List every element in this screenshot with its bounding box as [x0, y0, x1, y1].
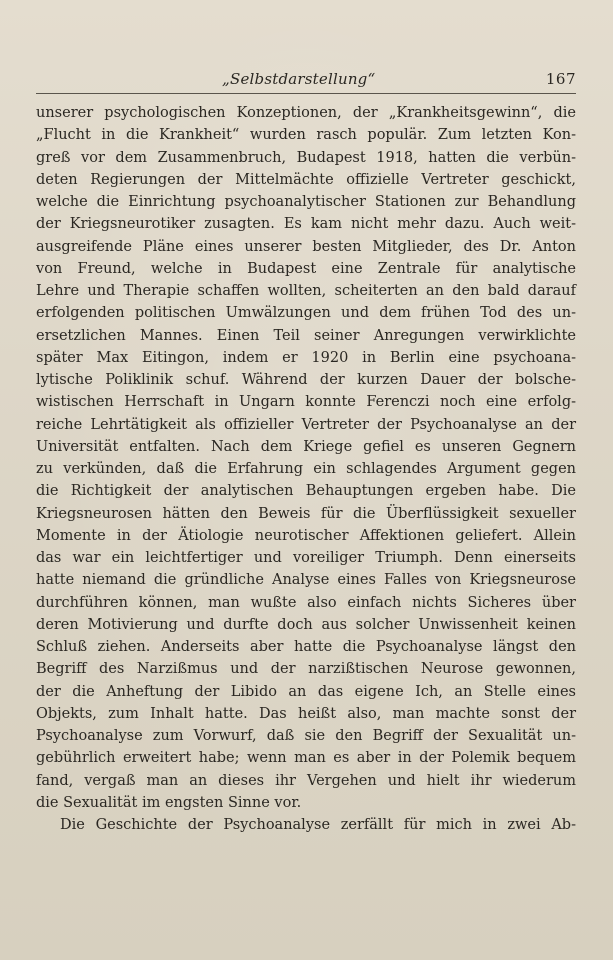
- text-line: gebührlich erweitert habe; wenn man es aber in der Polemik bequem: [36, 750, 576, 767]
- text-line: der Kriegsneurotiker zusagten. Es kam nicht mehr dazu. Auch weit-: [36, 216, 576, 233]
- text-line: wistischen Herrschaft in Ungarn konnte Ferenczi noch eine erfolg-: [36, 394, 576, 411]
- text-line: durchführen können, man wußte also einfach nichts Sicheres über: [36, 594, 576, 611]
- text-line: reiche Lehrtätigkeit als offizieller Vertreter der Psychoanalyse an der: [36, 416, 576, 433]
- text-line: ersetzlichen Mannes. Einen Teil seiner Anregungen verwirklichte: [36, 327, 576, 344]
- text-line: erfolgenden politischen Umwälzungen und dem frühen Tod des un-: [36, 305, 576, 322]
- text-line: Momente in der Ätiologie neurotischer Affektionen geliefert. Allein: [36, 527, 576, 544]
- text-line: Psychoanalyse zum Vorwurf, daß sie den Begriff der Sexualität un-: [36, 728, 576, 744]
- text-line: welche die Einrichtung psychoanalytischer Stationen zur Behandlung: [36, 194, 576, 210]
- text-line: der die Anheftung der Libido an das eigene Ich, an Stelle eines: [36, 683, 576, 700]
- text-line: von Freund, welche in Budapest eine Zentrale für analytische: [36, 260, 576, 277]
- text-line: zu verkünden, daß die Erfahrung ein schlagendes Argument gegen: [36, 461, 576, 477]
- body-text: [36, 102, 576, 836]
- text-line: „Flucht in die Krankheit“ wurden rasch populär. Zum letzten Kon-: [36, 127, 576, 144]
- text-line: deren Motivierung und durfte doch aus solcher Unwissenheit keinen: [36, 616, 576, 633]
- text-line: das war ein leichtfertiger und voreiliger Triumph. Denn einerseits: [36, 550, 576, 566]
- text-line: Begriff des Narzißmus und der narzißtischen Neurose gewonnen,: [36, 661, 576, 678]
- text-line: Schluß ziehen. Anderseits aber hatte die Psychoanalyse längst den: [36, 639, 576, 655]
- text-line: Universität entfalten. Nach dem Kriege gefiel es unseren Gegnern: [36, 438, 576, 455]
- running-title: „Selbstdarstellung“: [222, 70, 376, 88]
- text-line: ausgreifende Pläne eines unserer besten Mitglieder, des Dr. Anton: [36, 238, 576, 255]
- text-line: lytische Poliklinik schuf. Während der kurzen Dauer der bolsche-: [36, 372, 576, 388]
- text-line: Kriegsneurosen hätten den Beweis für die Überflüssigkeit sexueller: [36, 505, 576, 522]
- text-line: später Max Eitingon, indem er 1920 in Berlin eine psychoana-: [36, 349, 576, 366]
- page-number: 167: [545, 70, 576, 88]
- text-line: fand, vergaß man an dieses ihr Vergehen und hielt ihr wiederum: [36, 772, 576, 789]
- text-line: unserer psychologischen Konzeptionen, der „Krankheitsgewinn“, die: [36, 105, 576, 121]
- text-line: deten Regierungen der Mittelmächte offizielle Vertreter geschickt,: [36, 171, 576, 188]
- paragraph-start-line: Die Geschichte der Psychoanalyse zerfällt für mich in zwei Ab-: [60, 817, 576, 833]
- page-header: [36, 70, 576, 94]
- header-rule: [36, 93, 576, 94]
- text-line: Lehre und Therapie schaffen wollten, scheiterten an den bald darauf: [36, 283, 576, 299]
- text-line: greß vor dem Zusammenbruch, Budapest 1918, hatten die verbün-: [36, 149, 576, 166]
- text-line: die Richtigkeit der analytischen Behauptungen ergeben habe. Die: [36, 483, 576, 500]
- paragraph-end-line: die Sexualität im engsten Sinne vor.: [36, 794, 302, 811]
- text-line: Objekts, zum Inhalt hatte. Das heißt also, man machte sonst der: [36, 705, 576, 722]
- text-line: hatte niemand die gründliche Analyse eines Falles von Kriegsneurose: [36, 572, 576, 589]
